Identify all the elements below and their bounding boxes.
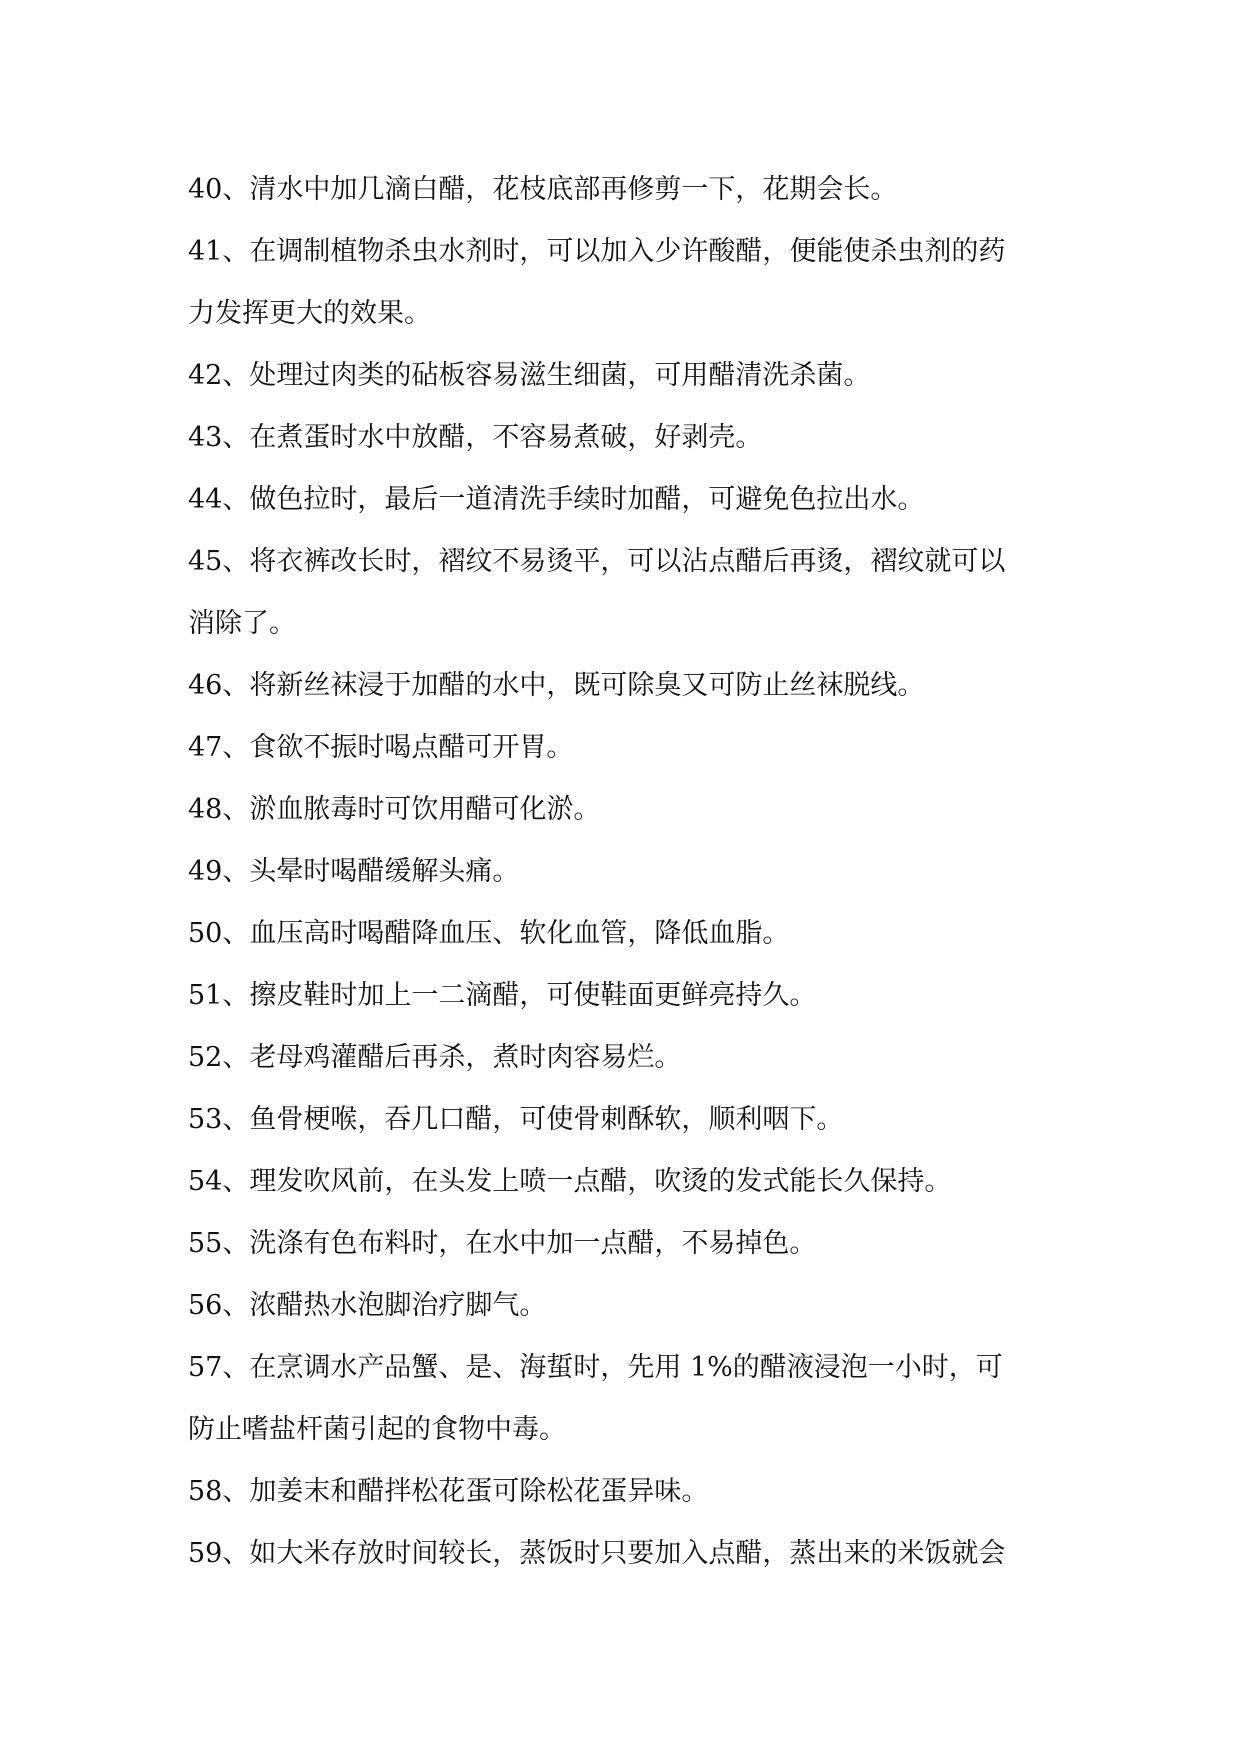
text-line: 43、在煮蛋时水中放醋，不容易煮破，好剥壳。: [188, 422, 763, 453]
text-line: 54、理发吹风前，在头发上喷一点醋，吹烫的发式能长久保持。: [188, 1166, 952, 1197]
text-line: 58、加姜末和醋拌松花蛋可除松花蛋异味。: [188, 1476, 709, 1507]
text-line: 59、如大米存放时间较长，蒸饭时只要加入点醋，蒸出来的米饭就会: [188, 1538, 1006, 1569]
text-line: 41、在调制植物杀虫水剂时，可以加入少许酸醋，便能使杀虫剂的药: [188, 236, 1006, 267]
text-line: 48、淤血脓毒时可饮用醋可化淤。: [188, 794, 601, 825]
text-line: 47、食欲不振时喝点醋可开胃。: [188, 732, 574, 763]
text-line: 44、做色拉时，最后一道清洗手续时加醋，可避免色拉出水。: [188, 484, 925, 515]
text-line: 45、将衣裤改长时，褶纹不易烫平，可以沾点醋后再烫，褶纹就可以: [188, 546, 1006, 577]
text-line: 52、老母鸡灌醋后再杀，煮时肉容易烂。: [188, 1042, 682, 1073]
text-line: 46、将新丝袜浸于加醋的水中，既可除臭又可防止丝袜脱线。: [188, 670, 925, 701]
text-line: 防止嗜盐杆菌引起的食物中毒。: [188, 1414, 566, 1445]
text-line: 49、头晕时喝醋缓解头痛。: [188, 856, 520, 887]
text-line: 力发挥更大的效果。: [188, 298, 431, 329]
text-line: 56、浓醋热水泡脚治疗脚气。: [188, 1290, 547, 1321]
text-line: 40、清水中加几滴白醋，花枝底部再修剪一下，花期会长。: [188, 174, 898, 205]
text-line: 50、血压高时喝醋降血压、软化血管，降低血脂。: [188, 918, 790, 949]
text-line: 消除了。: [188, 608, 296, 639]
text-line: 57、在烹调水产品蟹、是、海蜇时，先用 1%的醋液浸泡一小时，可: [188, 1352, 1003, 1383]
text-line: 51、擦皮鞋时加上一二滴醋，可使鞋面更鲜亮持久。: [188, 980, 817, 1011]
text-line: 55、洗涤有色布料时，在水中加一点醋，不易掉色。: [188, 1228, 817, 1259]
text-line: 42、处理过肉类的砧板容易滋生细菌，可用醋清洗杀菌。: [188, 360, 871, 391]
document-body: [188, 159, 1066, 1585]
text-line: 53、鱼骨梗喉，吞几口醋，可使骨刺酥软，顺利咽下。: [188, 1104, 844, 1135]
